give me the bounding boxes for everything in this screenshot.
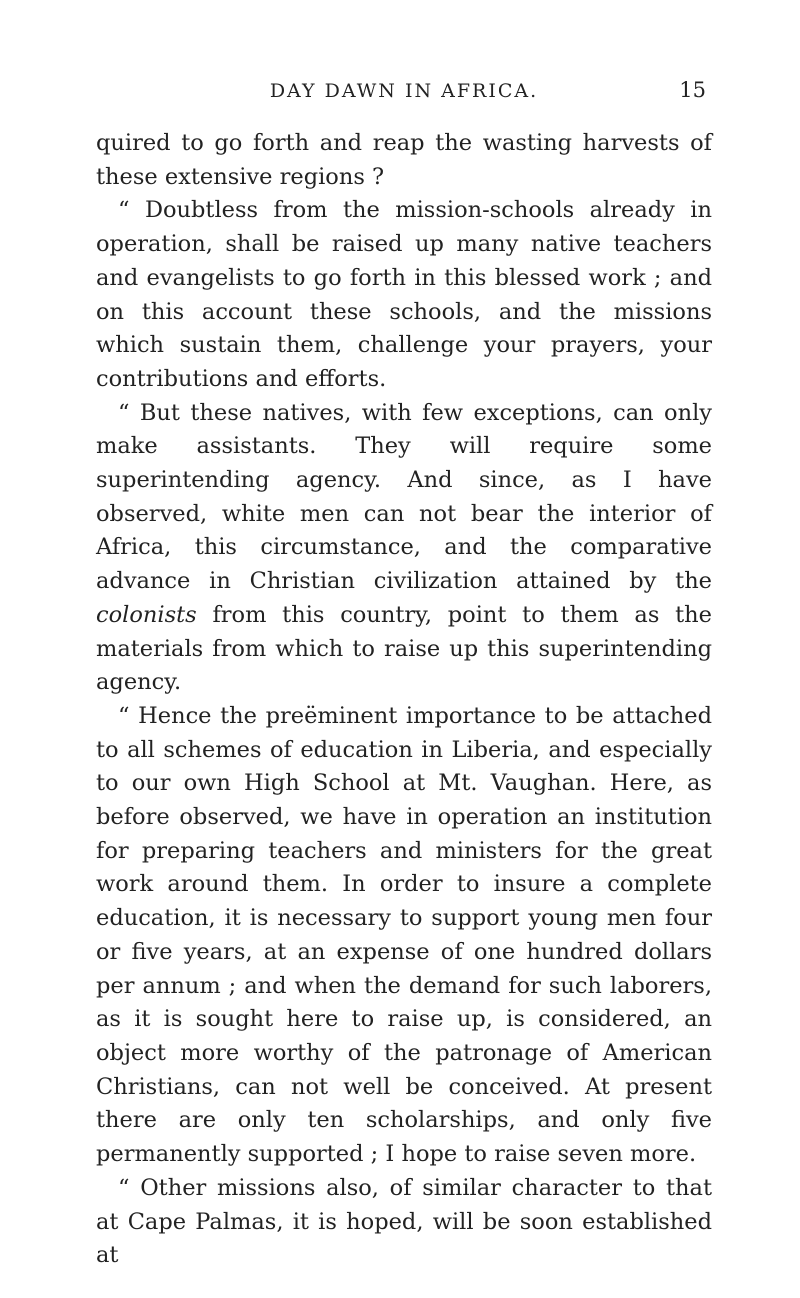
book-page — [96, 70, 712, 1273]
paragraph-3-text-a: “ But these natives, with few exceptions, can only make assistants. They will require some superintending agency. And since, as I have observed, white men can not bear the interior of Africa, this circumstance, and the comparative advance in Christian civilization attained by the — [96, 399, 712, 595]
paragraph-3-text-b: from this country, point to them as the materials from which to raise up this superintending agency. — [96, 601, 712, 696]
italic-word-colonists: colonists — [96, 601, 197, 628]
paragraph-3 — [96, 397, 712, 700]
page-header — [96, 70, 712, 110]
paragraph-1: quired to go forth and reap the wasting harvests of these extensive regions ? — [96, 130, 712, 190]
paragraph-4: “ Hence the preëminent importance to be attached to all schemes of education in Liberia, and especially to our own High School at Mt. Vaughan. Here, as before observed, we have in operation an institution for preparing teachers and ministers for the great work around them. In order to insure a complete education, it is necessary to support young men four or five years, at an expense of one hundred dollars per annum ; and when the demand for such laborers, as it is sought here to raise up, is considered, an object more worthy of the patronage of American Christians, can not well be conceived. At present there are only ten scholarships, and only five permanently supported ; I hope to raise seven more. — [96, 702, 712, 1168]
page-number: 15 — [679, 78, 706, 102]
paragraph-2: “ Doubtless from the mission-schools already in operation, shall be raised up many native teachers and evangelists to go forth in this blessed work ; and on this account these schools, and the missions which sustain them, challenge your prayers, your contributions and efforts. — [96, 197, 712, 392]
running-head: DAY DAWN IN AFRICA. — [269, 80, 539, 102]
body-text — [96, 127, 712, 1273]
paragraph-5: “ Other missions also, of similar character to that at Cape Palmas, it is hoped, will be soon established at — [96, 1174, 712, 1269]
